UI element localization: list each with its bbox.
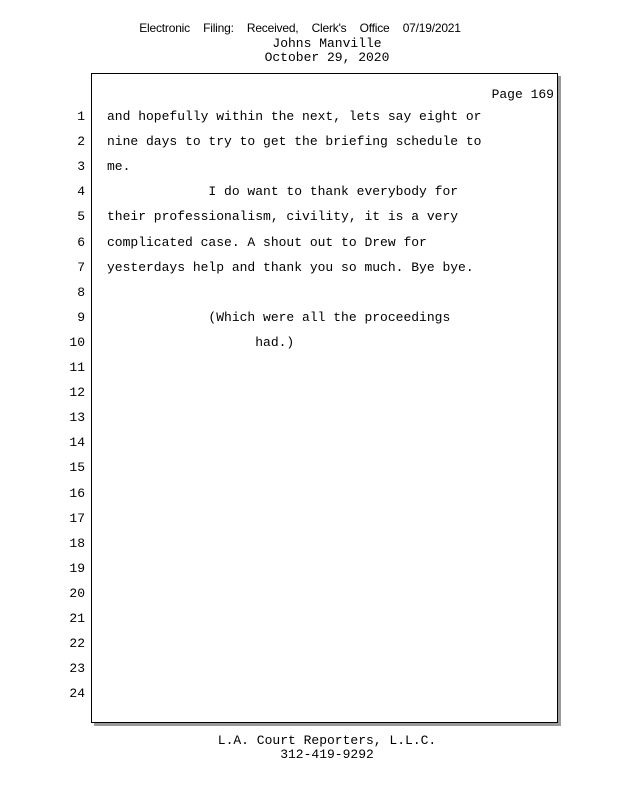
line-number: 13: [69, 410, 85, 426]
hearing-date: October 29, 2020: [264, 50, 390, 65]
filing-stamp-date: 07/19/2021: [402, 21, 461, 35]
line-number: 7: [77, 259, 85, 275]
line-number: 8: [77, 284, 85, 300]
transcript-page: [91, 73, 558, 723]
transcript-line: nine days to try to get the briefing schedule to: [107, 134, 482, 150]
filing-stamp: [0, 21, 600, 35]
line-number: 23: [69, 661, 85, 677]
line-number: 19: [69, 560, 85, 576]
line-number: 9: [77, 309, 85, 325]
line-number: 11: [69, 360, 85, 375]
line-number: 1: [77, 109, 85, 124]
line-number: 22: [69, 636, 85, 652]
page-number: Page 169: [491, 87, 554, 102]
line-number: 6: [77, 234, 85, 250]
line-number: 2: [77, 134, 85, 150]
transcript-line: yesterdays help and thank you so much. Bye bye.: [107, 259, 474, 275]
transcript-line: their professionalism, civility, it is a very: [107, 209, 459, 225]
line-number: 10: [69, 334, 85, 350]
filing-stamp-word: Electronic: [139, 21, 190, 35]
transcript-line: had.): [107, 334, 295, 350]
line-number: 14: [69, 435, 85, 451]
filing-stamp-word: Clerk's: [311, 21, 347, 35]
line-number: 16: [69, 485, 85, 501]
line-number: 3: [77, 159, 85, 175]
transcript-line: me.: [107, 159, 131, 175]
transcript-line: I do want to thank everybody for: [107, 184, 459, 200]
line-number: 4: [77, 184, 85, 200]
line-number: 17: [69, 510, 85, 526]
line-number: 18: [69, 535, 85, 551]
filing-stamp-word: Filing:: [203, 21, 234, 35]
transcript-line: and hopefully within the next, lets say eight or: [107, 109, 482, 124]
transcript-line: (Which were all the proceedings: [107, 309, 451, 325]
filing-stamp-word: Office: [359, 21, 390, 35]
reporter-company: L.A. Court Reporters, L.L.C.: [217, 733, 437, 748]
line-number: 20: [69, 585, 85, 601]
line-number: 15: [69, 460, 85, 476]
line-number: 12: [69, 385, 85, 401]
line-number: 24: [69, 686, 85, 702]
line-number: 5: [77, 209, 85, 225]
case-title: Johns Manville: [272, 36, 382, 51]
filing-stamp-word: Received,: [246, 21, 299, 35]
reporter-phone: 312-419-9292: [280, 747, 374, 762]
line-number: 21: [69, 611, 85, 626]
transcript-line: complicated case. A shout out to Drew for: [107, 234, 427, 250]
